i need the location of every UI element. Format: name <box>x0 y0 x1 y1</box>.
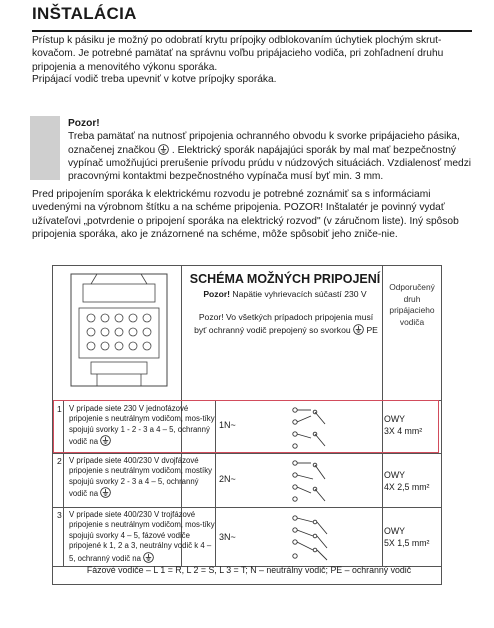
wiring-diagram-2n <box>285 457 335 505</box>
ground-icon <box>353 324 364 335</box>
row-wire-value: OWY 4X 2,5 mm² <box>384 470 430 492</box>
row-description: V prípade siete 400/230 V dvojfázové pripojenie s neutrálnym vodičom, mostíky spojujú svorky 2 - 3 a 4 – 5, ochranný vodič na <box>69 456 213 499</box>
warning-line2a: označenej značkou <box>68 144 156 156</box>
row-wire-value: OWY 5X 1,5 mm² <box>384 526 430 548</box>
row-connection-type: 3N~ <box>219 532 236 542</box>
warning-title: Pozor! <box>68 118 100 129</box>
ground-icon <box>100 435 111 446</box>
intro-paragraph: Prístup k pásiku je možný po odobratí krytu prípojky odblokovaním úchytiek plochým skrut-kovačom. Je potrebné pamätať na správnu voľbu pripájacieho vodiča, pri zohľadnení druhu pripojenia a menovitého výkonu sporáka. <box>32 35 444 73</box>
row-description: V prípade siete 230 V jednofázové pripojenie s neutrálnym vodičom, mos-tíky spojujú svorky 1 - 2 - 3 a 4 – 5, ochranný vodič na <box>69 404 215 447</box>
warning-line1: Treba pamätať na nutnosť pripojenia ochranného obvodu k svorke pripájacieho pásika, <box>68 131 460 143</box>
warning-line2b: . Elektrický sporák napájajúci sporák by mal mať bezpečnostný vypínač umožňujúci prerušenie prívodu prúdu v núdzových situáciách. Vzdialenosť medzi pracovnými kontaktmi bezpečnostného vypínača musí byť min. 3 mm. <box>68 144 472 183</box>
row-number: 3 <box>57 510 62 520</box>
row-wire-value: OWY 3X 4 mm² <box>384 414 423 436</box>
row-connection-type: 1N~ <box>219 420 236 430</box>
legend-text: Fázové vodiče – L 1 = R, L 2 = S, L 3 = T; N – neutrálny vodič; PE – ochranný vodič <box>86 565 412 575</box>
ground-icon <box>100 487 111 498</box>
ground-icon <box>158 144 169 155</box>
schema-subtitle: Pozor! Napätie vyhrievacích súčastí 230 V <box>203 289 367 299</box>
wiring-diagram-3n <box>285 512 335 564</box>
section-heading: INŠTALÁCIA <box>32 4 472 32</box>
connection-paragraph: Pred pripojením sporáka k elektrickému rozvodu je potrebné zoznámiť sa s informáciami uvedenými na výrobnom štítku a na schéme pripojenia. POZOR! Inštalatér je povinný vydať užívateľovi „potvrdenie o pripojení sporáka na elektrický rozvod" (v záručnom liste). Iný spôsob pripojenia sporáka, ako je znázornené na schéme, môže spôsobiť jeho zniče-nie. <box>32 189 459 240</box>
wiring-diagram-1n <box>285 404 335 450</box>
row-number: 2 <box>57 456 62 466</box>
warning-box <box>68 117 473 183</box>
ground-icon <box>143 552 154 563</box>
terminal-block-illustration <box>61 270 177 396</box>
schema-title: SCHÉMA MOŽNÝCH PRIPOJENÍ <box>189 272 381 286</box>
recommended-wire-header: Odporučený druh pripájacieho vodiča <box>389 282 435 327</box>
warning-marker <box>30 116 60 180</box>
row-description: V prípade siete 400/230 V trojfázové pripojenie s neutrálnym vodičom, mos-tíky spojujú svorky 4 – 5, fázové vodiče pripojené k 1, 2 a 3, neutrálny vodič k 4 – 5, ochranný vodič na <box>69 510 215 563</box>
schema-note: Pozor! Vo všetkých prípadoch pripojenia musí byť ochranný vodič prepojený so svorkou PE <box>194 312 378 335</box>
row-connection-type: 2N~ <box>219 474 236 484</box>
connection-schema-table <box>52 265 442 585</box>
fixing-paragraph: Pripájací vodič treba upevniť v kotve prípojky sporáka. <box>32 74 277 85</box>
row-number: 1 <box>57 404 62 414</box>
